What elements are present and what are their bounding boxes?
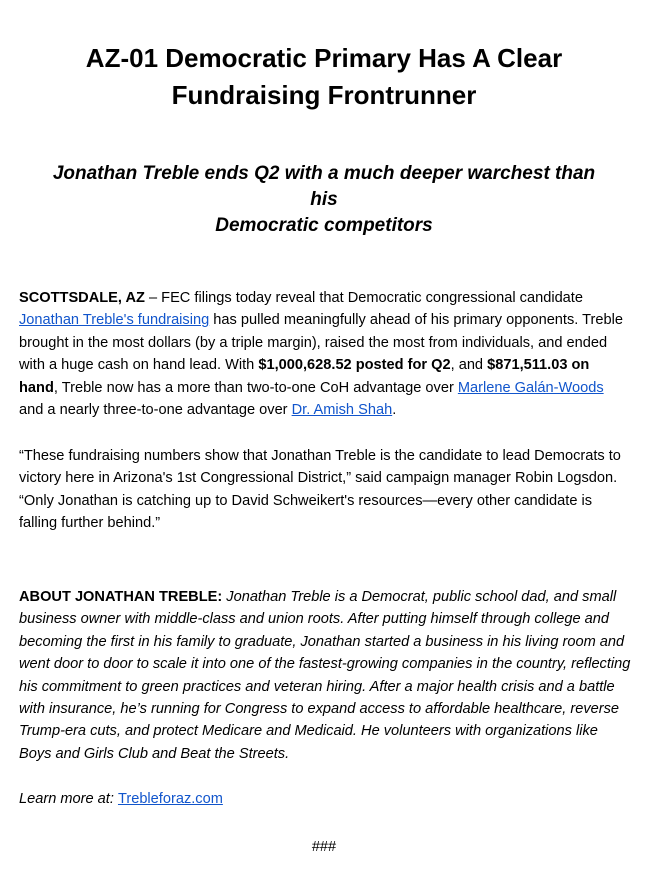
lead-text-5: and a nearly three-to-one advantage over (19, 402, 292, 419)
about-paragraph (19, 586, 631, 765)
learn-more-line (19, 788, 631, 810)
amish-shah-link[interactable]: Dr. Amish Shah (291, 402, 393, 419)
lead-paragraph (19, 287, 631, 421)
dateline: SCOTTSDALE, AZ (19, 290, 145, 306)
title-line-2: Fundraising Frontrunner (171, 80, 477, 110)
website-link[interactable]: Trebleforaz.com (117, 791, 223, 807)
title-line-1: AZ-01 Democratic Primary Has A Clear (85, 43, 563, 73)
galan-woods-link[interactable]: Marlene Galán-Woods (457, 379, 604, 396)
q2-total: $1,000,628.52 posted for Q2 (258, 357, 451, 374)
lead-text-1: – FEC filings today reveal that Democratic congressional candidate (144, 290, 583, 306)
lead-text-4: , Treble now has a more than two-to-one CoH advantage over (53, 379, 458, 396)
quote-paragraph: “These fundraising numbers show that Jonathan Treble is the candidate to lead Democrats to victory here in Arizona's 1st Congressional District,” said campaign manager Robin Logsdon. “Only Jonathan is catching up to David Schweikert's resources—every other candidate is falling further behind.” (19, 448, 621, 532)
fundraising-link[interactable]: Jonathan Treble's fundraising (19, 312, 210, 329)
lead-text-2: has pulled meaningfully ahead of his primary opponents. Treble brought in the most dollars (by a triple margin), raised the most from individuals, and ended with a huge cash on hand lead. With (19, 312, 623, 374)
cash-on-hand: $871,511.03 on hand (19, 357, 590, 396)
page-title (0, 40, 648, 114)
subtitle-line-2: Democratic competitors (215, 215, 433, 236)
about-heading: ABOUT JONATHAN TREBLE: (19, 589, 223, 605)
lead-text-6: . (392, 402, 397, 419)
about-body: Jonathan Treble is a Democrat, public school dad, and small business owner with middle-class and union roots. After putting himself through college and becoming the first in his family to graduate, Jonathan started a business in his living room and went door to door to scale it into one of the fastest-growing companies in the country, reflecting his commitment to green practices and veteran hiring. After a major health crisis and a battle with insurance, he’s running for Congress to expand access to affordable healthcare, reverse Trump-era cuts, and protect Medicare and Medicaid. He volunteers with organizations like Boys and Girls Club and Beat the Streets. (19, 589, 631, 762)
lead-text-3: , and (450, 357, 488, 374)
learn-more-label: Learn more at: (19, 791, 118, 807)
page-subtitle (40, 161, 608, 239)
end-mark: ### (311, 839, 337, 855)
subtitle-line-1: Jonathan Treble ends Q2 with a much deeper warchest than his (52, 163, 596, 210)
